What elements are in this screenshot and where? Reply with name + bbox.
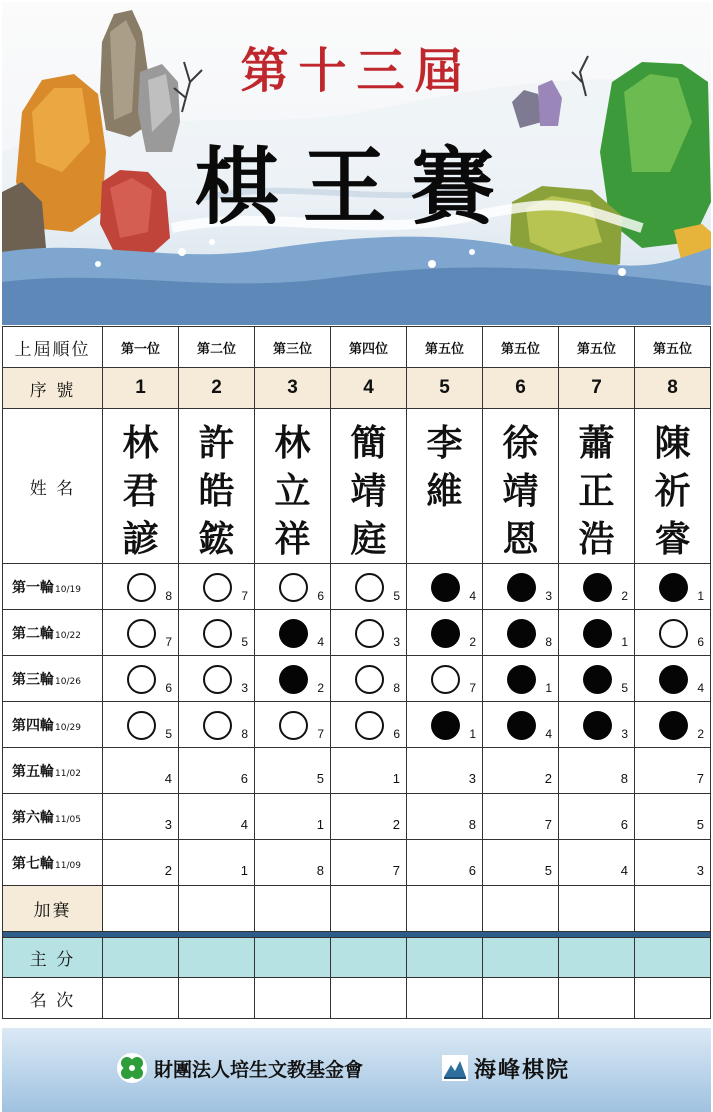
player-name: 林君諺 <box>122 422 159 560</box>
opponent-number: 1 <box>697 589 704 603</box>
place-cell <box>483 978 559 1019</box>
mountain-logo-icon <box>442 1055 468 1081</box>
seq-cell: 5 <box>407 368 483 409</box>
pairing-cell <box>407 564 483 610</box>
pairing-cell <box>103 610 179 656</box>
place-cell <box>103 978 179 1019</box>
extra-cell <box>483 886 559 932</box>
pairing-cell <box>179 840 255 886</box>
white-stone-icon <box>203 619 232 648</box>
pairing-cell <box>255 840 331 886</box>
opponent-number: 2 <box>317 681 324 695</box>
opponent-number: 1 <box>545 681 552 695</box>
opponent-number: 6 <box>393 727 400 741</box>
pairing-cell <box>103 840 179 886</box>
seq-cell: 4 <box>331 368 407 409</box>
player-name: 李 維 <box>426 422 499 512</box>
score-cell <box>407 938 483 978</box>
white-stone-icon <box>279 711 308 740</box>
pairing-cell <box>103 794 179 840</box>
opponent-number: 5 <box>696 817 704 832</box>
place-cell <box>255 978 331 1019</box>
opponent-number: 5 <box>544 863 552 878</box>
black-stone-icon <box>507 619 536 648</box>
player-name: 陳祈睿 <box>654 422 691 560</box>
round-row <box>3 840 711 886</box>
pairing-cell <box>331 702 407 748</box>
place-row <box>3 978 711 1019</box>
extra-cell <box>331 886 407 932</box>
opponent-number: 6 <box>165 681 172 695</box>
rank-cell: 第五位 <box>407 327 483 368</box>
opponent-number: 6 <box>620 817 628 832</box>
opponent-number: 7 <box>392 863 400 878</box>
place-cell <box>407 978 483 1019</box>
opponent-number: 7 <box>165 635 172 649</box>
round-name: 第四輪 <box>12 717 54 734</box>
pairing-cell <box>255 564 331 610</box>
white-stone-icon <box>203 665 232 694</box>
seq-cell: 8 <box>635 368 711 409</box>
pairing-cell <box>103 748 179 794</box>
extra-row <box>3 886 711 932</box>
pairing-cell <box>179 656 255 702</box>
opponent-number: 4 <box>317 635 324 649</box>
round-label <box>3 702 103 748</box>
opponent-number: 4 <box>164 771 172 786</box>
round-row <box>3 794 711 840</box>
opponent-number: 8 <box>545 635 552 649</box>
black-stone-icon <box>507 711 536 740</box>
opponent-number: 8 <box>393 681 400 695</box>
round-date: 10/22 <box>55 630 81 641</box>
extra-cell <box>179 886 255 932</box>
pairing-cell <box>635 702 711 748</box>
opponent-number: 6 <box>317 589 324 603</box>
name-cell <box>179 409 255 564</box>
opponent-number: 5 <box>241 635 248 649</box>
place-cell <box>179 978 255 1019</box>
name-cell <box>559 409 635 564</box>
name-row <box>3 409 711 564</box>
seq-label: 序 號 <box>3 368 103 409</box>
pairing-cell <box>407 794 483 840</box>
seq-row <box>3 368 711 409</box>
name-cell <box>331 409 407 564</box>
academy-name: 海峰棋院 <box>474 1056 571 1083</box>
pairing-cell <box>331 840 407 886</box>
pairing-cell <box>635 748 711 794</box>
score-cell <box>179 938 255 978</box>
name-cell <box>255 409 331 564</box>
pairing-cell <box>179 564 255 610</box>
round-row <box>3 656 711 702</box>
opponent-number: 7 <box>317 727 324 741</box>
round-label <box>3 564 103 610</box>
opponent-number: 6 <box>240 771 248 786</box>
pairing-cell <box>559 840 635 886</box>
player-name: 蕭正浩 <box>578 422 615 560</box>
round-row <box>3 702 711 748</box>
opponent-number: 3 <box>241 681 248 695</box>
round-date: 11/09 <box>55 860 81 871</box>
score-cell <box>255 938 331 978</box>
score-label: 主 分 <box>3 938 103 978</box>
white-stone-icon <box>355 619 384 648</box>
round-label <box>3 840 103 886</box>
pairing-cell <box>103 564 179 610</box>
opponent-number: 2 <box>469 635 476 649</box>
opponent-number: 7 <box>241 589 248 603</box>
round-date: 10/29 <box>55 722 81 733</box>
opponent-number: 3 <box>696 863 704 878</box>
black-stone-icon <box>659 665 688 694</box>
black-stone-icon <box>507 665 536 694</box>
black-stone-icon <box>431 711 460 740</box>
score-row <box>3 938 711 978</box>
round-name: 第二輪 <box>12 625 54 642</box>
pairing-cell <box>179 610 255 656</box>
opponent-number: 8 <box>241 727 248 741</box>
seq-cell: 6 <box>483 368 559 409</box>
opponent-number: 8 <box>165 589 172 603</box>
score-cell <box>103 938 179 978</box>
white-stone-icon <box>127 619 156 648</box>
clover-icon <box>116 1052 148 1084</box>
rank-cell: 第三位 <box>255 327 331 368</box>
opponent-number: 1 <box>469 727 476 741</box>
pairing-cell <box>407 748 483 794</box>
rank-cell: 第五位 <box>635 327 711 368</box>
round-row <box>3 564 711 610</box>
opponent-number: 7 <box>544 817 552 832</box>
round-name: 第五輪 <box>12 763 54 780</box>
pairing-cell <box>483 748 559 794</box>
opponent-number: 3 <box>621 727 628 741</box>
pairing-cell <box>635 656 711 702</box>
pairing-cell <box>255 748 331 794</box>
name-cell <box>407 409 499 564</box>
round-name: 第一輪 <box>12 579 54 596</box>
round-date: 11/05 <box>55 814 81 825</box>
round-label <box>3 794 103 840</box>
pairing-cell <box>407 840 483 886</box>
score-cell <box>635 938 711 978</box>
pairing-cell <box>331 564 407 610</box>
score-cell <box>559 938 635 978</box>
opponent-number: 4 <box>697 681 704 695</box>
pairing-cell <box>331 794 407 840</box>
pairing-cell <box>559 794 635 840</box>
seq-cell: 2 <box>179 368 255 409</box>
black-stone-icon <box>507 573 536 602</box>
black-stone-icon <box>431 573 460 602</box>
black-stone-icon <box>583 619 612 648</box>
round-name: 第三輪 <box>12 671 54 688</box>
opponent-number: 5 <box>165 727 172 741</box>
pairing-cell <box>255 610 331 656</box>
extra-cell <box>255 886 331 932</box>
place-label: 名 次 <box>3 978 103 1019</box>
pairing-cell <box>179 794 255 840</box>
opponent-number: 1 <box>316 817 324 832</box>
pairing-cell <box>483 840 559 886</box>
opponent-number: 8 <box>620 771 628 786</box>
black-stone-icon <box>583 573 612 602</box>
opponent-number: 8 <box>316 863 324 878</box>
player-name: 徐靖恩 <box>502 422 539 560</box>
white-stone-icon <box>203 573 232 602</box>
opponent-number: 4 <box>240 817 248 832</box>
opponent-number: 1 <box>392 771 400 786</box>
opponent-number: 6 <box>697 635 704 649</box>
name-cell <box>103 409 179 564</box>
rank-cell: 第二位 <box>179 327 255 368</box>
pairing-cell <box>255 794 331 840</box>
extra-cell <box>635 886 711 932</box>
player-name: 許皓鋐 <box>198 422 235 560</box>
opponent-number: 2 <box>164 863 172 878</box>
opponent-number: 3 <box>468 771 476 786</box>
opponent-number: 2 <box>697 727 704 741</box>
round-label <box>3 656 103 702</box>
pairing-cell <box>407 702 483 748</box>
round-date: 11/02 <box>55 768 81 779</box>
white-stone-icon <box>659 619 688 648</box>
pairing-cell <box>635 840 711 886</box>
player-name: 林立祥 <box>274 422 311 560</box>
score-table <box>2 326 711 1019</box>
pairing-cell <box>331 656 407 702</box>
black-stone-icon <box>659 711 688 740</box>
pairing-cell <box>559 702 635 748</box>
pairing-cell <box>559 610 635 656</box>
place-cell <box>635 978 711 1019</box>
rank-cell: 第一位 <box>103 327 179 368</box>
white-stone-icon <box>127 711 156 740</box>
pairing-cell <box>483 610 559 656</box>
pairing-cell <box>559 656 635 702</box>
name-cell <box>635 409 711 564</box>
white-stone-icon <box>431 665 460 694</box>
foundation-name: 財團法人培生文教基金會 <box>154 1058 364 1081</box>
player-name: 簡靖庭 <box>350 422 387 560</box>
pairing-cell <box>255 656 331 702</box>
pairing-cell <box>407 656 483 702</box>
opponent-number: 6 <box>468 863 476 878</box>
black-stone-icon <box>431 619 460 648</box>
rank-cell: 第四位 <box>331 327 407 368</box>
pairing-cell <box>483 702 559 748</box>
round-label <box>3 748 103 794</box>
pairing-cell <box>635 564 711 610</box>
white-stone-icon <box>355 711 384 740</box>
academy-sponsor <box>442 1048 570 1088</box>
round-row <box>3 610 711 656</box>
black-stone-icon <box>583 711 612 740</box>
opponent-number: 1 <box>621 635 628 649</box>
pairing-cell <box>179 748 255 794</box>
opponent-number: 4 <box>545 727 552 741</box>
white-stone-icon <box>127 665 156 694</box>
white-stone-icon <box>355 573 384 602</box>
score-cell <box>483 938 559 978</box>
pairing-cell <box>407 610 483 656</box>
opponent-number: 3 <box>164 817 172 832</box>
rank-row <box>3 327 711 368</box>
black-stone-icon <box>279 619 308 648</box>
seq-cell: 1 <box>103 368 179 409</box>
edition-title: 第十三屆 <box>240 43 473 99</box>
black-stone-icon <box>279 665 308 694</box>
rank-cell: 第五位 <box>559 327 635 368</box>
opponent-number: 1 <box>240 863 248 878</box>
pairing-cell <box>179 702 255 748</box>
opponent-number: 3 <box>393 635 400 649</box>
opponent-number: 5 <box>621 681 628 695</box>
foundation-sponsor <box>116 1048 363 1088</box>
opponent-number: 3 <box>545 589 552 603</box>
opponent-number: 4 <box>620 863 628 878</box>
extra-cell <box>407 886 483 932</box>
white-stone-icon <box>203 711 232 740</box>
extra-label: 加賽 <box>3 886 103 932</box>
round-row <box>3 748 711 794</box>
round-date: 10/19 <box>55 584 81 595</box>
pairing-cell <box>483 656 559 702</box>
round-name: 第七輪 <box>12 855 54 872</box>
place-cell <box>331 978 407 1019</box>
opponent-number: 5 <box>316 771 324 786</box>
opponent-number: 7 <box>696 771 704 786</box>
round-name: 第六輪 <box>12 809 54 826</box>
extra-cell <box>103 886 179 932</box>
round-label <box>3 610 103 656</box>
opponent-number: 2 <box>392 817 400 832</box>
pairing-cell <box>635 794 711 840</box>
score-cell <box>331 938 407 978</box>
white-stone-icon <box>127 573 156 602</box>
pairing-cell <box>635 610 711 656</box>
opponent-number: 4 <box>469 589 476 603</box>
rank-cell: 第五位 <box>483 327 559 368</box>
header-banner <box>2 2 711 325</box>
pairing-cell <box>103 656 179 702</box>
black-stone-icon <box>659 573 688 602</box>
name-label: 姓 名 <box>3 409 103 564</box>
pairing-cell <box>483 564 559 610</box>
opponent-number: 8 <box>468 817 476 832</box>
opponent-number: 7 <box>469 681 476 695</box>
footer <box>2 1028 711 1112</box>
pairing-cell <box>103 702 179 748</box>
pairing-cell <box>331 748 407 794</box>
opponent-number: 5 <box>393 589 400 603</box>
pairing-cell <box>559 748 635 794</box>
place-cell <box>559 978 635 1019</box>
rank-label: 上屆順位 <box>3 327 103 368</box>
pairing-cell <box>483 794 559 840</box>
seq-cell: 7 <box>559 368 635 409</box>
pairing-cell <box>559 564 635 610</box>
black-stone-icon <box>583 665 612 694</box>
pairing-cell <box>255 702 331 748</box>
opponent-number: 2 <box>544 771 552 786</box>
tournament-title: 棋王賽 <box>194 137 519 236</box>
opponent-number: 2 <box>621 589 628 603</box>
seq-cell: 3 <box>255 368 331 409</box>
round-date: 10/26 <box>55 676 81 687</box>
extra-cell <box>559 886 635 932</box>
white-stone-icon <box>279 573 308 602</box>
pairing-cell <box>331 610 407 656</box>
white-stone-icon <box>355 665 384 694</box>
